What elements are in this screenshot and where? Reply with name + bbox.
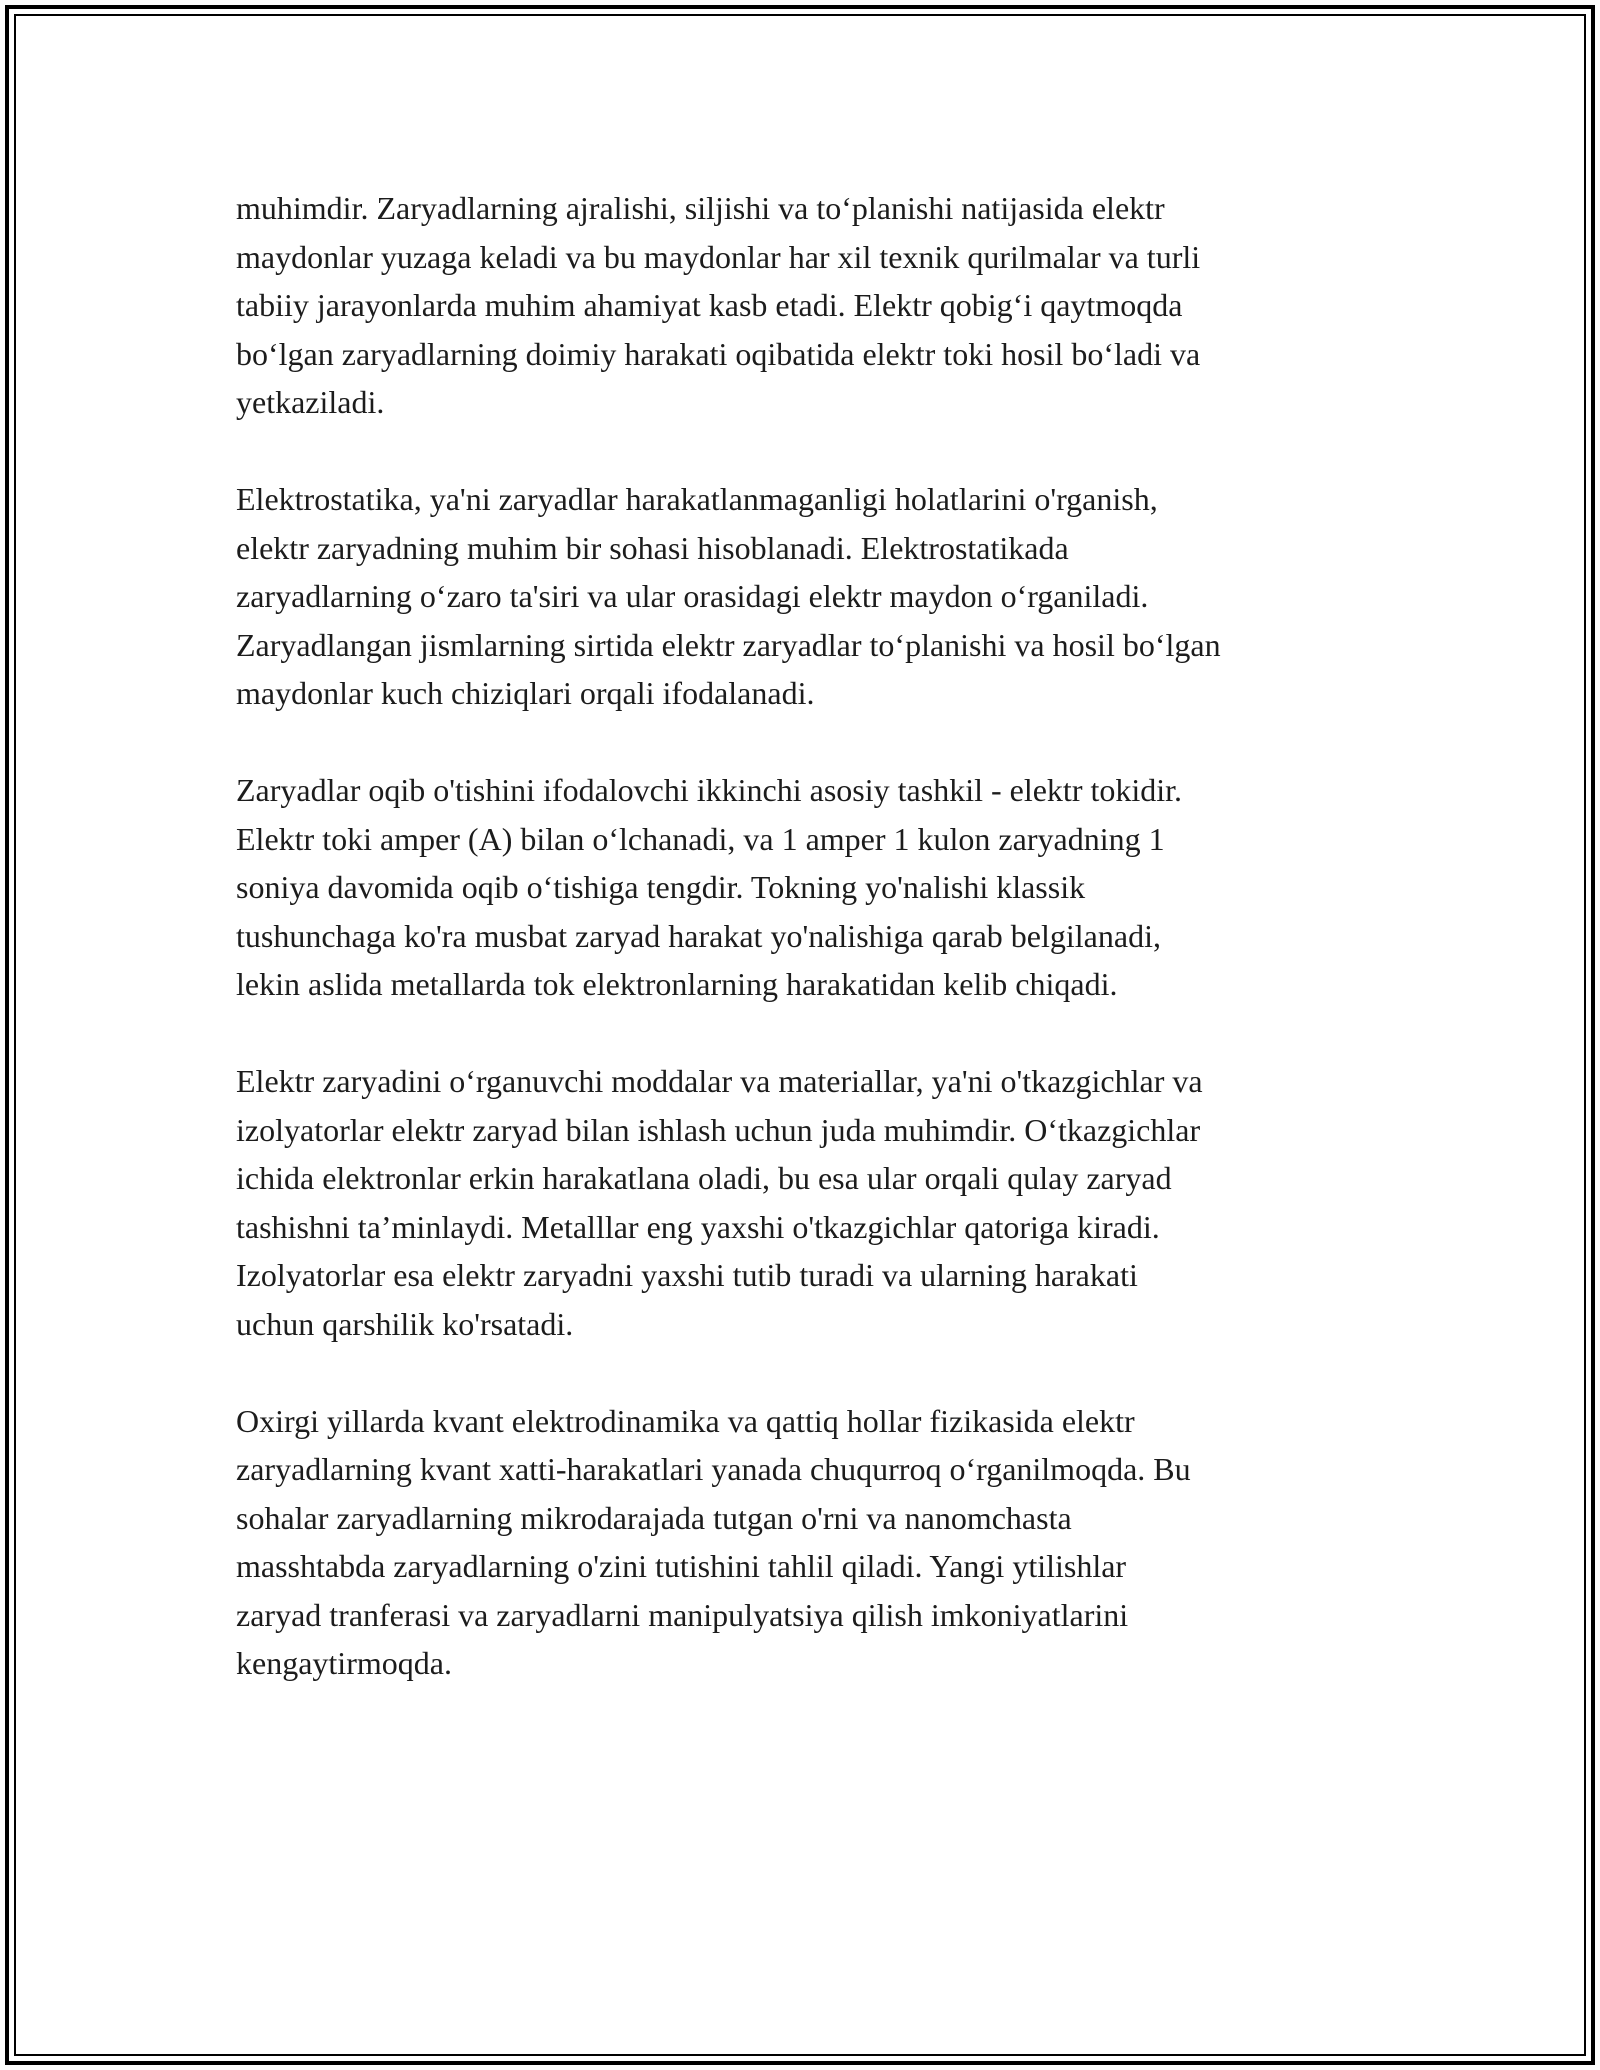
paragraph-continuation: muhimdir. Zaryadlarning ajralishi, siljishi va to‘planishi natijasida elektr maydonlar yuzaga keladi va bu maydonlar har xil texnik qurilmalar va turli tabiiy jarayonlarda muhim ahamiyat kasb etadi. Elektr qobig‘i qaytmoqda bo‘lgan zaryadlarning doimiy harakati oqibatida elektr toki hosil bo‘ladi va yetkaziladi. (236, 190, 1201, 420)
paragraph-conductors-insulators: Elektr zaryadini o‘rganuvchi moddalar va materiallar, ya'ni o'tkazgichlar va izolyatorlar elektr zaryad bilan ishlash uchun juda muhimdir. O‘tkazgichlar ichida elektronlar erkin harakatlana oladi, bu esa ular orqali qulay zaryad tashishni ta’minlaydi. Metalllar eng yaxshi o'tkazgichlar qatoriga kiradi. Izolyatorlar esa elektr zaryadni yaxshi tutib turadi va ularning harakati uchun qarshilik ko'rsatadi. (236, 1063, 1203, 1342)
paragraph-electrostatics: Elektrostatika, ya'ni zaryadlar harakatlanmaganligi holatlarini o'rganish, elektr zaryadning muhim bir sohasi hisoblanadi. Elektrostatikada zaryadlarning o‘zaro ta'siri va ular orasidagi elektr maydon o‘rganiladi. Zaryadlangan jismlarning sirtida elektr zaryadlar to‘planishi va hosil bo‘lgan maydonlar kuch chiziqlari orqali ifodalanadi. (236, 481, 1221, 711)
document-body (236, 184, 1396, 1688)
paragraph-quantum-research: Oxirgi yillarda kvant elektrodinamika va qattiq hollar fizikasida elektr zaryadlarning kvant xatti-harakatlari yanada chuqurroq o‘rganilmoqda. Bu sohalar zaryadlarning mikrodarajada tutgan o'rni va nanomchasta masshtabda zaryadlarning o'zini tutishini tahlil qiladi. Yangi ytilishlar zaryad tranferasi va zaryadlarni manipulyatsiya qilish imkoniyatlarini kengaytirmoqda. (236, 1402, 1191, 1681)
paragraph-electric-current: Zaryadlar oqib o'tishini ifodalovchi ikkinchi asosiy tashkil - elektr tokidir. Elektr toki amper (A) bilan o‘lchanadi, va 1 amper 1 kulon zaryadning 1 soniya davomida oqib o‘tishiga tengdir. Tokning yo'nalishi klassik tushunchaga ko'ra musbat zaryad harakat yo'nalishiga qarab belgilanadi, lekin aslida metallarda tok elektronlarning harakatidan kelib chiqadi. (236, 772, 1183, 1002)
